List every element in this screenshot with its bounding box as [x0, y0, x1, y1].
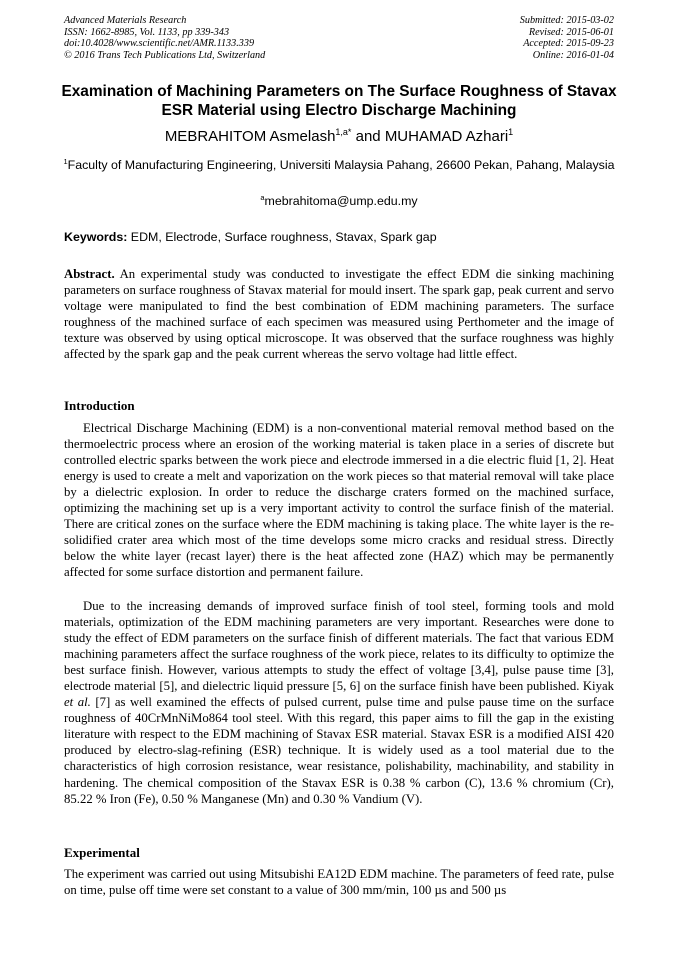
doi-line: doi:10.4028/www.scientific.net/AMR.1133.339	[64, 38, 255, 50]
affiliation-text: Faculty of Manufacturing Engineering, Universiti Malaysia Pahang, 26600 Pekan, Pahang, Malaysia	[67, 158, 615, 172]
introduction-paragraph: Electrical Discharge Machining (EDM) is a non-conventional material removal method based on the thermoelectric process where an erosion of the working material is taken place in a series of discrete but controlled electric sparks between the work piece and electrode immersed in a die electric fluid [1, 2]. Heat energy is used to create a melt and vaporization on the work pieces so that material removal will take place by a dielectric explosion. In order to reduce the discharge craters formed on the machined surface, optimizing the machining set up is a very important activity to control the surface finish of the material. There are critical zones on the surface where the EDM machining is taking place. The white layer is the re-solidified crater area which most of the time develops some micro cracks and residual stress. Directly below the white layer (recast layer) there is the heat affected zone (HAZ) which may be permanently affected for some surface distortion and permanent failure.	[64, 421, 614, 580]
keywords-label: Keywords:	[64, 230, 128, 244]
issn-line: ISSN: 1662-8985, Vol. 1133, pp 339-343	[64, 26, 230, 38]
online-date: Online: 2016-01-04	[532, 49, 614, 61]
journal-name: Advanced Materials Research	[64, 15, 187, 26]
abstract	[64, 266, 614, 362]
author-line	[52, 127, 626, 146]
experimental-paragraph: The experiment was carried out using Mitsubishi EA12D EDM machine. The parameters of feed rate, pulse on time, pulse off time were set constant to a value of 300 mm/min, 100 µs and 500 µs	[64, 867, 614, 898]
email-superscript: a	[260, 193, 265, 202]
submission-dates	[520, 15, 614, 61]
author-name: MEBRAHITOM Asmelash	[164, 128, 336, 145]
journal-info	[64, 15, 265, 61]
author-superscript: 1	[508, 127, 514, 137]
author-superscript: 1,a*	[335, 127, 352, 137]
affiliation-superscript: 1	[63, 157, 68, 166]
section-heading-introduction: Introduction	[64, 398, 135, 413]
revised-date: Revised: 2015-06-01	[528, 26, 614, 38]
abstract-text: An experimental study was conducted to investigate the effect EDM die sinking machining parameters on surface roughness of Stavax material for mould insert. The spark gap, peak current and servo voltage were manipulated to find the best combination of EDM machining parameters. The surface roughness of the machined surface of each specimen was measured using Perthometer and the image of texture was observed by using optical microscope. It was observed that the surface roughness was highly affected by the spark gap and the peak current whereas the servo voltage had little effect.	[64, 267, 614, 362]
paragraph-text: Due to the increasing demands of improved surface finish of tool steel, forming tools and mold materials, optimization of the EDM machining parameters are very important. Researches were done to study the effect of EDM parameters on the surface finish of different materials. The fact that various EDM machining parameters affect the surface roughness of the work piece, relates to its difficulty to optimize the best surface finish. However, various attempts to study the effect of voltage [3,4], pulse pause time [3], electrode material [5], and dielectric liquid pressure [5, 6] on the surface finish have been published. Kiyak	[64, 599, 614, 694]
introduction-paragraph	[64, 598, 614, 807]
copyright-line: © 2016 Trans Tech Publications Ltd, Switzerland	[64, 49, 266, 61]
accepted-date: Accepted: 2015-09-23	[523, 38, 614, 50]
author-conjunction: and	[351, 128, 385, 145]
author-email	[52, 193, 626, 209]
affiliation	[52, 157, 626, 174]
submitted-date: Submitted: 2015-03-02	[519, 15, 614, 26]
et-al-italic: et al.	[64, 695, 91, 710]
abstract-label: Abstract.	[64, 267, 115, 281]
email-address[interactable]: mebrahitoma@ump.edu.my	[264, 194, 418, 208]
paper-title: Examination of Machining Parameters on The Surface Roughness of Stavax ESR Material using Electro Discharge Machining	[61, 83, 617, 119]
keywords-text: EDM, Electrode, Surface roughness, Stavax, Spark gap	[127, 230, 437, 244]
section-heading-experimental: Experimental	[64, 845, 140, 860]
author-name: MUHAMAD Azhari	[384, 128, 509, 145]
paragraph-text: [7] as well examined the effects of pulsed current, pulse time and pulse pause time on the surface roughness of 40CrMnNiMo864 tool steel. With this regard, this paper aims to fill the gap in the existing literature with respect to the EDM machining of Stavax ESR material. Stavax ESR is a modified AISI 420 produced by electro-slag-refining (ESR) technique. It is widely used as a tool material due to the characteristics of high corrosion resistance, wear resistance, polishability, machinability, and stability in hardening. The chemical composition of the Stavax ESR is 0.38 % carbon (C), 13.6 % chromium (Cr), 85.22 % Iron (Fe), 0.50 % Manganese (Mn) and 0.30 % Vandium (V).	[64, 695, 614, 806]
keywords	[64, 229, 614, 245]
